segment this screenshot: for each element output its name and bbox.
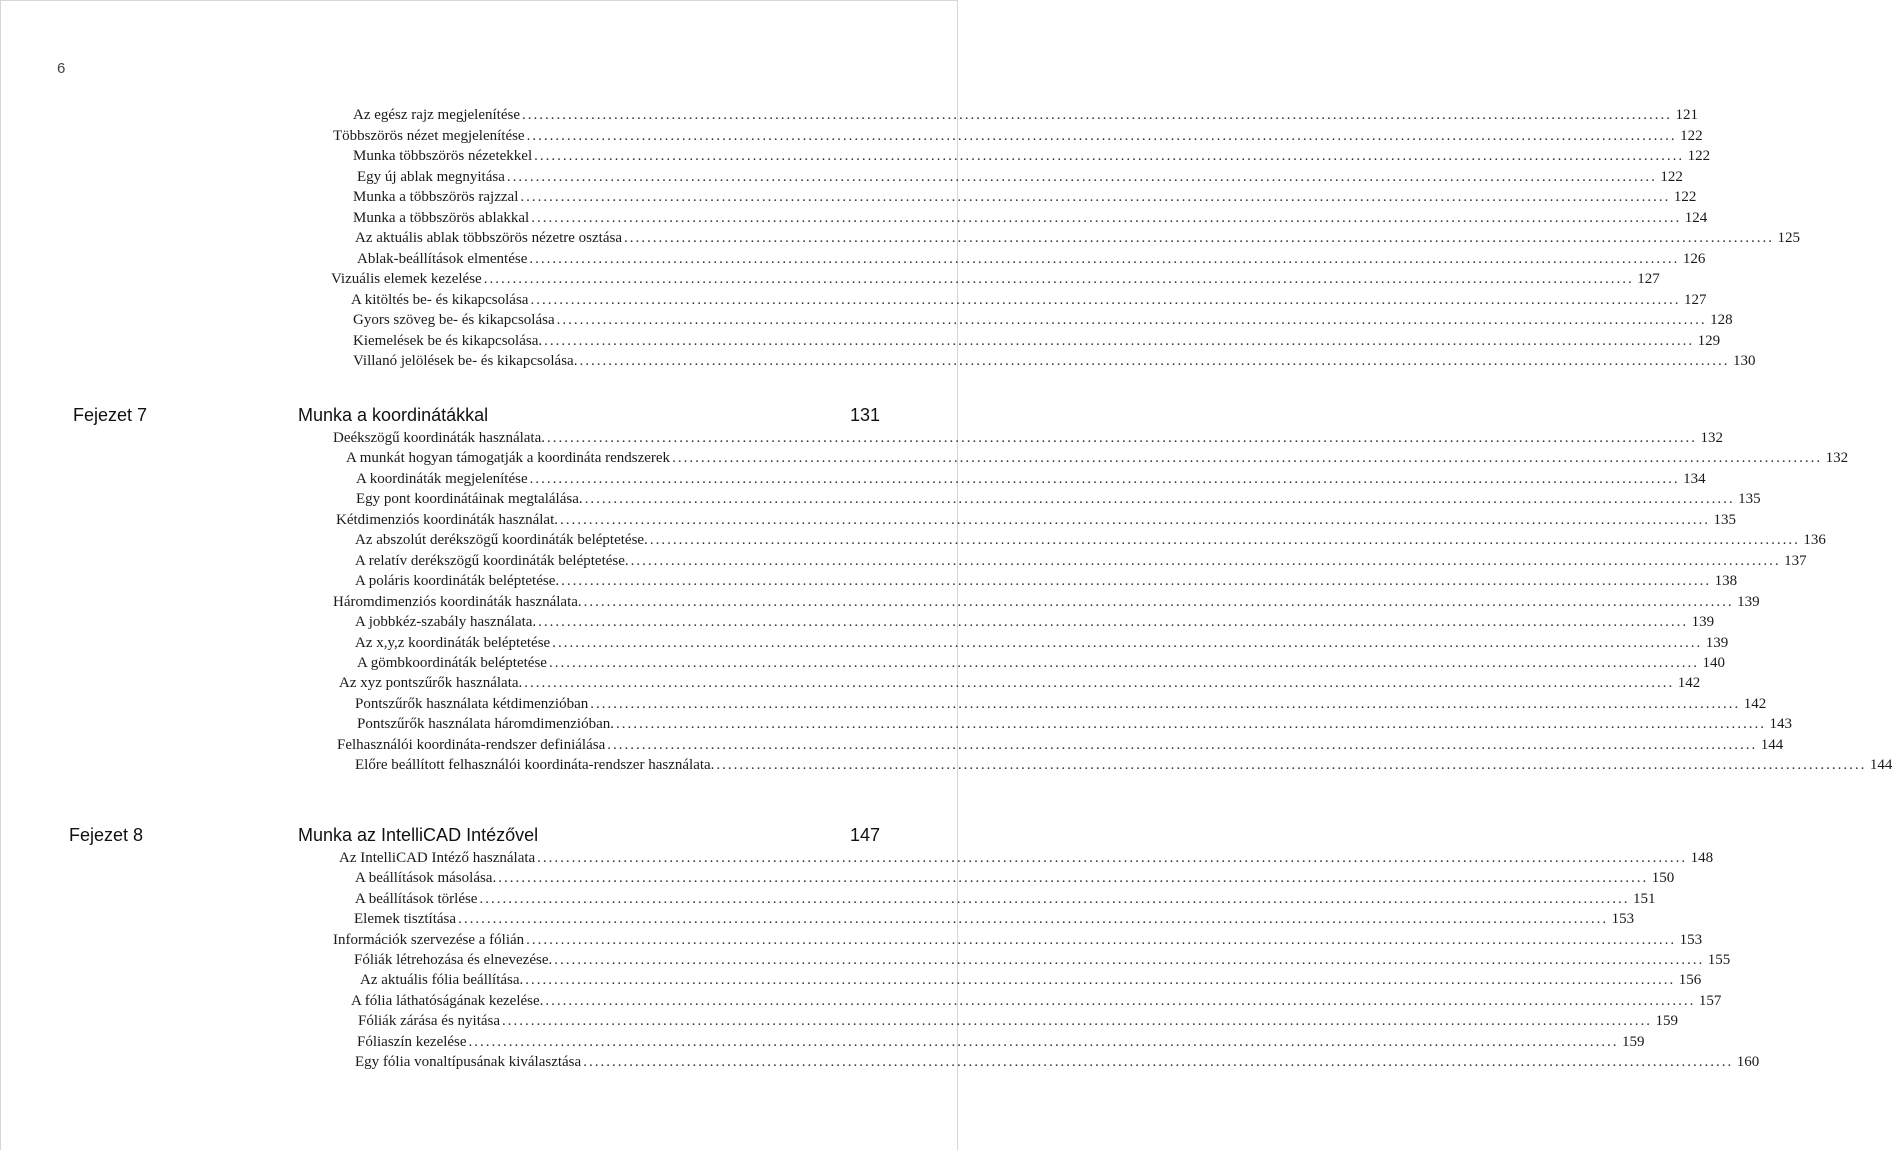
- toc-entry[interactable]: [357, 167, 1683, 187]
- dot-leader: ........................................................................................................................................................................................................: [584, 491, 1735, 508]
- toc-entry-page: 142: [1677, 675, 1701, 692]
- toc-entry-page: 159: [1655, 1013, 1679, 1030]
- toc-entry-page: 127: [1637, 271, 1660, 287]
- chapter-title: Munka az IntelliCAD Intézővel: [298, 825, 539, 845]
- chapter-label: Fejezet 8: [69, 825, 144, 845]
- toc-entry-title: Többszörös nézet megjelenítése: [333, 127, 525, 144]
- dot-leader: ........................................................................................................................................................................................................: [556, 312, 1707, 328]
- toc-entry-title: Egy fólia vonaltípusának kiválasztása: [355, 1054, 582, 1070]
- dot-leader: ........................................................................................................................................................................................................: [522, 107, 1672, 123]
- toc-entry[interactable]: [357, 1032, 1645, 1052]
- dot-leader: ........................................................................................................................................................................................................: [458, 911, 1609, 928]
- dot-leader: ........................................................................................................................................................................................................: [502, 1013, 1653, 1030]
- toc-entry[interactable]: [353, 146, 1711, 166]
- toc-entry-page: 139: [1737, 593, 1760, 610]
- toc-entry[interactable]: [355, 612, 1715, 632]
- toc-entry-title: Az egész rajz megjelenítése: [353, 107, 520, 123]
- dot-leader: ........................................................................................................................................................................................................: [623, 230, 1774, 246]
- toc-entry-page: 136: [1803, 532, 1826, 549]
- toc-entry[interactable]: [346, 448, 1849, 468]
- toc-entry-page: 127: [1683, 291, 1707, 308]
- dot-leader: ........................................................................................................................................................................................................: [561, 573, 1712, 590]
- dot-leader: ........................................................................................................................................................................................................: [534, 148, 1685, 164]
- toc-entry-page: 144: [1869, 757, 1892, 774]
- toc-entry-page: 135: [1713, 511, 1737, 528]
- page-number: 6: [57, 60, 66, 77]
- toc-entry[interactable]: [355, 694, 1767, 714]
- toc-entry-title: Vizuális elemek kezelése: [331, 271, 482, 287]
- toc-entry[interactable]: [351, 290, 1707, 310]
- toc-entry-page: 153: [1611, 911, 1635, 928]
- toc-entry[interactable]: [353, 310, 1733, 330]
- toc-entry-page: 148: [1690, 850, 1714, 866]
- toc-entry-title: Az x,y,z koordináták beléptetése: [355, 634, 551, 651]
- chapter-page-number: 147: [849, 825, 880, 845]
- toc-entry-title: Fóliaszín kezelése: [357, 1033, 467, 1050]
- dot-leader: ........................................................................................................................................................................................................: [526, 127, 1677, 144]
- toc-entry[interactable]: [357, 653, 1725, 673]
- toc-entry-title: Egy új ablak megnyitása: [357, 168, 505, 185]
- toc-entry-page: 130: [1732, 353, 1756, 369]
- toc-entry-page: 156: [1678, 972, 1702, 989]
- toc-entry[interactable]: [339, 673, 1701, 693]
- toc-entry[interactable]: [353, 351, 1756, 371]
- toc-entry[interactable]: [355, 530, 1826, 550]
- toc-entry-page: 126: [1682, 250, 1706, 267]
- toc-entry-title: Az IntelliCAD Intéző használata: [339, 850, 536, 866]
- dot-leader: ........................................................................................................................................................................................................: [531, 209, 1682, 226]
- toc-entry[interactable]: [333, 428, 1723, 448]
- toc-entry-page: 137: [1784, 552, 1807, 569]
- dot-leader: ........................................................................................................................................................................................................: [590, 695, 1741, 712]
- dot-leader: ........................................................................................................................................................................................................: [548, 654, 1699, 671]
- toc-entry[interactable]: [357, 714, 1793, 734]
- toc-entry-title: A kitöltés be- és kikapcsolása: [351, 291, 529, 308]
- dot-leader: ........................................................................................................................................................................................................: [479, 890, 1630, 907]
- toc-entry[interactable]: [333, 126, 1703, 146]
- toc-entry-title: A koordináták megjelenítése: [356, 470, 528, 487]
- toc-entry-title: A munkát hogyan támogatják a koordináta rendszerek: [346, 450, 671, 467]
- toc-entry[interactable]: [355, 868, 1675, 888]
- toc-entry-title: Pontszűrők használata kétdimenzióban: [355, 695, 589, 712]
- toc-entry-page: 134: [1683, 470, 1706, 487]
- dot-leader: ........................................................................................................................................................................................................: [537, 850, 1688, 866]
- dot-leader: ........................................................................................................................................................................................................: [616, 716, 1767, 733]
- toc-entry-page: 140: [1702, 654, 1725, 671]
- toc-entry[interactable]: [355, 755, 1892, 775]
- toc-entry[interactable]: [353, 105, 1698, 125]
- toc-entry-page: 160: [1736, 1054, 1760, 1070]
- dot-leader: ........................................................................................................................................................................................................: [716, 757, 1867, 774]
- toc-entry[interactable]: [355, 551, 1807, 571]
- dot-leader: ........................................................................................................................................................................................................: [525, 972, 1676, 989]
- toc-entry-page: 129: [1697, 332, 1721, 349]
- toc-entry-page: 143: [1769, 716, 1793, 733]
- toc-entry-title: Kétdimenziós koordináták használat.: [336, 511, 559, 528]
- toc-entry-page: 122: [1660, 168, 1683, 185]
- toc-entry[interactable]: [358, 1011, 1679, 1031]
- toc-entry-title: Az xyz pontszűrők használata.: [339, 675, 523, 692]
- dot-leader: ........................................................................................................................................................................................................: [583, 1054, 1734, 1070]
- dot-leader: ........................................................................................................................................................................................................: [544, 332, 1695, 349]
- toc-entry-page: 132: [1700, 430, 1723, 446]
- dot-leader: ........................................................................................................................................................................................................: [630, 552, 1781, 569]
- toc-entry-page: 151: [1632, 890, 1656, 907]
- toc-entry[interactable]: [339, 848, 1714, 868]
- toc-entry-title: Előre beállított felhasználói koordináta-rendszer használata.: [355, 757, 715, 774]
- toc-entry[interactable]: [351, 991, 1722, 1011]
- toc-entry-page: 122: [1673, 189, 1697, 205]
- toc-entry-title: Az aktuális fólia beállítása.: [360, 972, 524, 989]
- toc-entry-title: A jobbkéz-szabály használata.: [355, 614, 537, 631]
- dot-leader: ........................................................................................................................................................................................................: [538, 614, 1689, 631]
- toc-entry-page: 142: [1743, 695, 1767, 712]
- dot-leader: ........................................................................................................................................................................................................: [579, 353, 1730, 369]
- toc-entry[interactable]: [355, 889, 1656, 909]
- toc-entry-title: Munka többszörös nézetekkel: [353, 148, 533, 164]
- toc-entry-title: Háromdimenziós koordináták használata.: [333, 593, 582, 610]
- toc-entry[interactable]: [354, 909, 1635, 929]
- dot-leader: ........................................................................................................................................................................................................: [649, 532, 1800, 549]
- dot-leader: ........................................................................................................................................................................................................: [545, 992, 1696, 1009]
- dot-leader: ........................................................................................................................................................................................................: [529, 250, 1680, 267]
- toc-entry-page: 122: [1680, 127, 1703, 144]
- toc-entry-title: A poláris koordináták beléptetése.: [355, 573, 560, 590]
- toc-entry-page: 121: [1675, 107, 1698, 123]
- toc-entry[interactable]: [355, 1052, 1760, 1072]
- toc-entry-title: A relatív derékszögű koordináták beléptetése.: [355, 552, 629, 569]
- toc-entry-page: 128: [1710, 312, 1733, 328]
- toc-entry-title: Egy pont koordinátáinak megtalálása.: [356, 491, 583, 508]
- dot-leader: ........................................................................................................................................................................................................: [583, 593, 1734, 610]
- toc-entry-title: Gyors szöveg be- és kikapcsolása: [353, 312, 555, 328]
- toc-entry-title: A beállítások másolása.: [355, 870, 497, 887]
- dot-leader: ........................................................................................................................................................................................................: [526, 931, 1677, 948]
- toc-entry[interactable]: [353, 208, 1708, 228]
- dot-leader: ........................................................................................................................................................................................................: [607, 736, 1758, 753]
- toc-entry-page: 132: [1825, 450, 1849, 467]
- toc-entry-page: 155: [1707, 952, 1731, 968]
- toc-entry-page: 138: [1714, 573, 1738, 590]
- toc-entry[interactable]: [353, 331, 1721, 351]
- toc-entry[interactable]: [331, 269, 1660, 289]
- chapter-page-number: 131: [849, 405, 880, 425]
- toc-entry[interactable]: [356, 489, 1761, 509]
- toc-entry[interactable]: [354, 950, 1731, 970]
- dot-leader: ........................................................................................................................................................................................................: [529, 470, 1680, 487]
- toc-entry-title: Pontszűrők használata háromdimenzióban.: [357, 716, 615, 733]
- toc-entry-title: Az abszolút derékszögű koordináták beléptetése.: [355, 532, 648, 549]
- chapter-label: Fejezet 7: [73, 405, 148, 425]
- toc-entry[interactable]: [355, 228, 1800, 248]
- toc-entry-page: 139: [1691, 614, 1715, 631]
- toc-entry-title: Deékszögű koordináták használata.: [333, 430, 545, 446]
- toc-entry-title: Villanó jelölések be- és kikapcsolása.: [353, 353, 578, 369]
- dot-leader: ........................................................................................................................................................................................................: [547, 430, 1697, 446]
- dot-leader: ........................................................................................................................................................................................................: [530, 291, 1681, 308]
- toc-entry[interactable]: [336, 510, 1737, 530]
- toc-entry-page: 150: [1651, 870, 1675, 887]
- toc-entry[interactable]: [353, 187, 1697, 207]
- dot-leader: ........................................................................................................................................................................................................: [520, 189, 1671, 205]
- dot-leader: ........................................................................................................................................................................................................: [672, 450, 1823, 467]
- dot-leader: ........................................................................................................................................................................................................: [552, 634, 1703, 651]
- toc-entry-title: Információk szervezése a fólián: [333, 931, 525, 948]
- toc-entry[interactable]: [355, 571, 1738, 591]
- toc-entry-title: Ablak-beállítások elmentése: [357, 250, 528, 267]
- toc-entry-page: 122: [1687, 148, 1711, 164]
- dot-leader: ........................................................................................................................................................................................................: [498, 870, 1649, 887]
- toc-entry-page: 157: [1698, 992, 1722, 1009]
- chapter-title: Munka a koordinátákkal: [298, 405, 489, 425]
- toc-entry[interactable]: [333, 592, 1760, 612]
- toc-entry[interactable]: [360, 970, 1702, 990]
- toc-entry[interactable]: [355, 633, 1729, 653]
- toc-entry[interactable]: [356, 469, 1706, 489]
- toc-entry-page: 139: [1705, 634, 1729, 651]
- toc-entry-title: Fóliák létrehozása és elnevezése.: [354, 952, 553, 968]
- toc-entry-page: 159: [1622, 1033, 1645, 1050]
- toc-entry-title: Munka a többszörös ablakkal: [353, 209, 530, 226]
- dot-leader: ........................................................................................................................................................................................................: [483, 271, 1634, 287]
- toc-entry-title: Az aktuális ablak többszörös nézetre osztása: [355, 230, 622, 246]
- toc-entry-title: Elemek tisztítása: [354, 911, 457, 928]
- dot-leader: ........................................................................................................................................................................................................: [554, 952, 1705, 968]
- toc-entry-title: Felhasználói koordináta-rendszer definiálása: [337, 736, 606, 753]
- dot-leader: ........................................................................................................................................................................................................: [506, 168, 1657, 185]
- toc-entry-page: 125: [1777, 230, 1800, 246]
- toc-entry-title: Fóliák zárása és nyitása: [358, 1013, 501, 1030]
- toc-entry-page: 135: [1738, 491, 1761, 508]
- toc-entry[interactable]: [337, 735, 1784, 755]
- toc-entry[interactable]: [333, 930, 1703, 950]
- dot-leader: ........................................................................................................................................................................................................: [524, 675, 1675, 692]
- toc-entry-title: Munka a többszörös rajzzal: [353, 189, 519, 205]
- dot-leader: ........................................................................................................................................................................................................: [468, 1033, 1619, 1050]
- toc-entry-page: 153: [1679, 931, 1703, 948]
- toc-entry-page: 144: [1760, 736, 1784, 753]
- toc-entry-title: A beállítások törlése: [355, 890, 478, 907]
- toc-entry-title: Kiemelések be és kikapcsolása.: [353, 332, 543, 349]
- dot-leader: ........................................................................................................................................................................................................: [560, 511, 1711, 528]
- toc-entry-title: A gömbkoordináták beléptetése: [357, 654, 547, 671]
- toc-entry-title: A fólia láthatóságának kezelése.: [351, 992, 544, 1009]
- toc-entry[interactable]: [357, 249, 1706, 269]
- toc-entry-page: 124: [1684, 209, 1708, 226]
